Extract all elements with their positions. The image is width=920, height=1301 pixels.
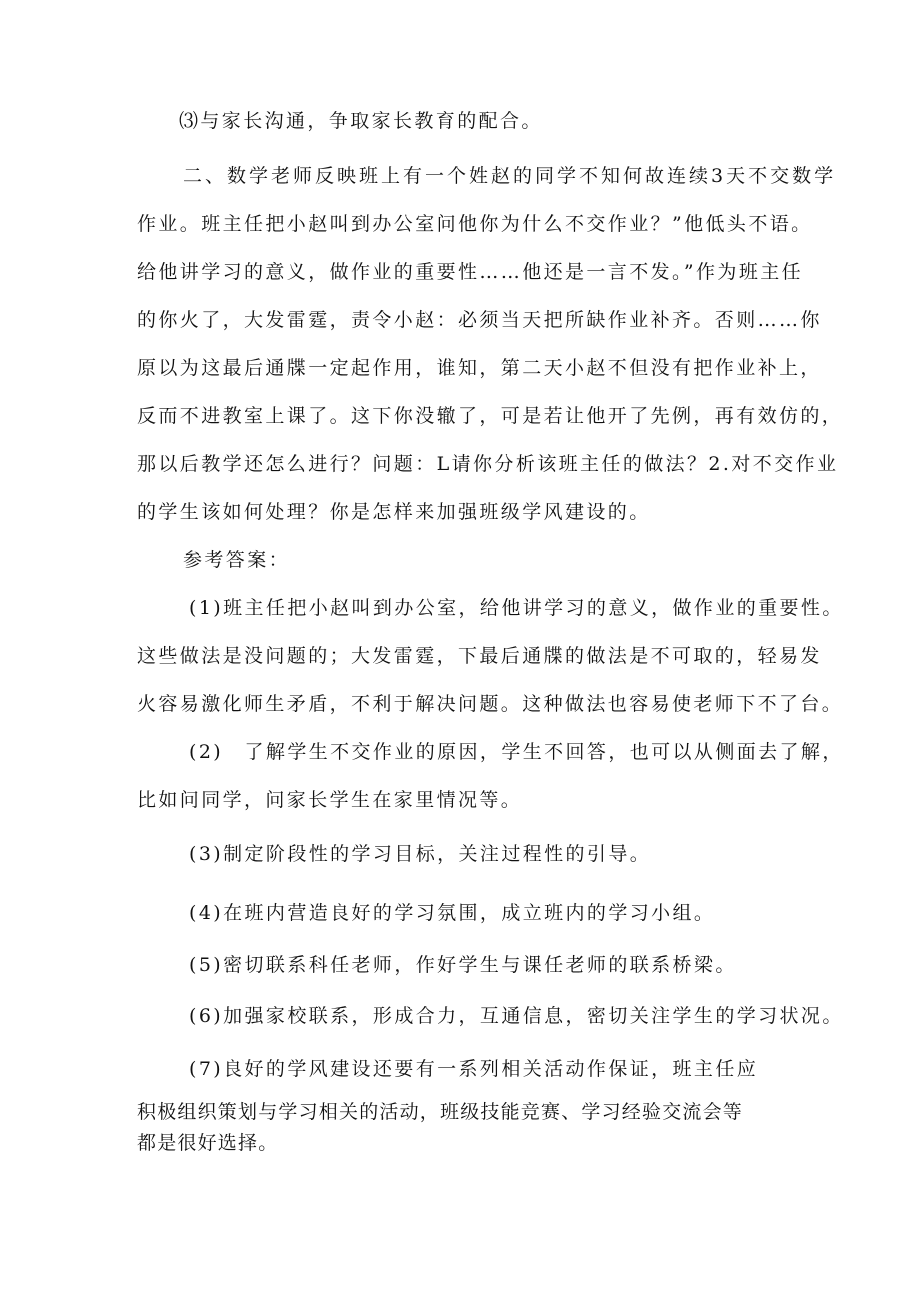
answer-2-line-1: (2) 了解学生不交作业的原因，学生不回答，也可以从侧面去了解， (189, 741, 844, 763)
answer-heading: 参考答案： (183, 549, 291, 571)
answer-7-line-3: 都是很好选择。 (137, 1132, 279, 1154)
answer-6: (6)加强家校联系，形成合力，互通信息，密切关注学生的学习状况。 (189, 1005, 844, 1027)
question-2-line-2: 作业。班主任把小赵叫到办公室问他你为什么不交作业？”他低头不语。 (137, 213, 813, 235)
question-2-line-7: 那以后教学还怎么进行？问题：L请你分析该班主任的做法？2.对不交作业 (137, 453, 839, 475)
text-line-1: ⑶与家长沟通，争取家长教育的配合。 (179, 110, 543, 132)
answer-4: (4)在班内营造良好的学习氛围，成立班内的学习小组。 (189, 902, 716, 924)
answer-5: (5)密切联系科任老师，作好学生与课任老师的联系桥梁。 (189, 954, 737, 976)
question-2-line-3: 给他讲学习的意义，做作业的重要性……他还是一言不发。”作为班主任 (137, 261, 804, 283)
answer-7-line-2: 积极组织策划与学习相关的活动，班级技能竞赛、学习经验交流会等 (137, 1101, 744, 1123)
answer-7-line-1: (7)良好的学风建设还要有一系列相关活动作保证，班主任应 (189, 1058, 759, 1080)
answer-2-line-2: 比如问同学，问家长学生在家里情况等。 (137, 789, 523, 811)
question-2-line-6: 反而不进教室上课了。这下你没辙了，可是若让他开了先例，再有效仿的， (137, 405, 844, 427)
answer-1-line-1: (1)班主任把小赵叫到办公室，给他讲学习的意义，做作业的重要性。 (189, 597, 844, 619)
question-2-line-1: 二、数学老师反映班上有一个姓赵的同学不知何故连续3天不交数学 (183, 165, 837, 187)
answer-1-line-2: 这些做法是没问题的；大发雷霆，下最后通牒的做法是不可取的，轻易发 (137, 645, 822, 667)
question-2-line-5: 原以为这最后通牒一定起作用，谁知，第二天小赵不但没有把作业补上， (137, 357, 822, 379)
answer-1-line-3: 火容易激化师生矛盾，不利于解决问题。这种做法也容易使老师下不了台。 (137, 693, 844, 715)
question-2-line-8: 的学生该如何处理？你是怎样来加强班级学风建设的。 (137, 501, 651, 523)
question-2-line-4: 的你火了，大发雷霆，责令小赵：必须当天把所缺作业补齐。否则……你 (137, 309, 822, 331)
answer-3: (3)制定阶段性的学习目标，关注过程性的引导。 (189, 843, 652, 865)
